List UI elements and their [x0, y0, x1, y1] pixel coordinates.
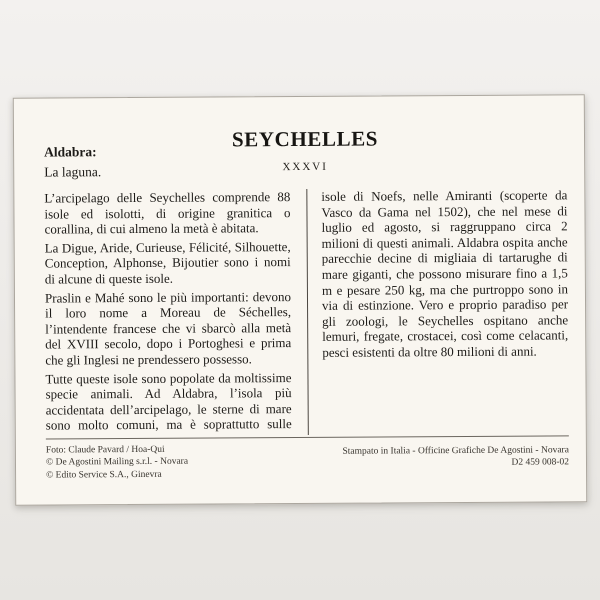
body-column-left-line: Praslin e Mahé sono le più importanti: devono il loro nome a Moreau de Séchelles, l’intendente francese che vi sbarcò alla metà del XVIII secolo, dopo i Portoghesi e prima che gli Inglesi ne prendessero possesso.	[44, 288, 292, 368]
footer-print-info	[342, 444, 569, 470]
footer-credits-line: Foto: Claude Pavard / Hoa-Qui	[45, 444, 165, 456]
body-text	[44, 187, 568, 436]
body-column-left	[44, 189, 291, 436]
body-column-left-line: Tutte queste isole sono popolate da moltissime specie animali. Ad Aldabra, l’isola più accidentata dell’arcipelago, le sterne di mare sono molto comuni, ma è soprattutto sulle	[45, 369, 292, 433]
footer-rule	[46, 435, 569, 439]
body-column-left-line: L’arcipelago delle Seychelles comprende 88 isole ed isolotti, di origine granitica o corallina, di cui almeno la metà è abitata.	[44, 189, 291, 237]
footer-credits-line: © De Agostini Mailing s.r.l. - Novara	[45, 457, 189, 468]
footer-credits-line: © Edito Service S.A., Ginevra	[46, 469, 162, 481]
body-column-right-line: isole di Noefs, nelle Amiranti (scoperte da Vasco da Gama nel 1502), che nel mese di luglio ed agosto, si raggruppano circa 2 milioni di questi animali. Aldabra ospita anche parecchie decine di migliaia di tartarughe di mare giganti, che possono misurare fino a 1,5 m e pesare 250 kg, ma che purtroppo sono in via di estinzione. Vero e proprio paradiso per gli zoologi, le Seychelles ospitano anche lemuri, fregate, crostacei, così come celacanti, pesci esistenti da oltre 80 milioni di anni.	[321, 187, 569, 360]
footer-credits	[46, 444, 188, 482]
body-column-left-line: La Digue, Aride, Curieuse, Félicité, Silhouette, Conception, Alphonse, Bijoutier sono i nomi di alcune di queste isole.	[44, 238, 291, 287]
series-number: XXXVI	[282, 160, 328, 174]
column-divider	[306, 189, 309, 435]
body-column-right	[321, 187, 568, 434]
footer-print-info-line: Stampato in Italia - Officine Grafiche De Agostini - Novara	[342, 445, 569, 457]
postcard-back	[13, 94, 587, 505]
footer-print-info-line: D2 459 008-02	[511, 457, 570, 469]
card-caption: La laguna.	[44, 164, 102, 180]
card-subject: Aldabra:	[44, 144, 97, 160]
card-title: SEYCHELLES	[231, 126, 379, 152]
